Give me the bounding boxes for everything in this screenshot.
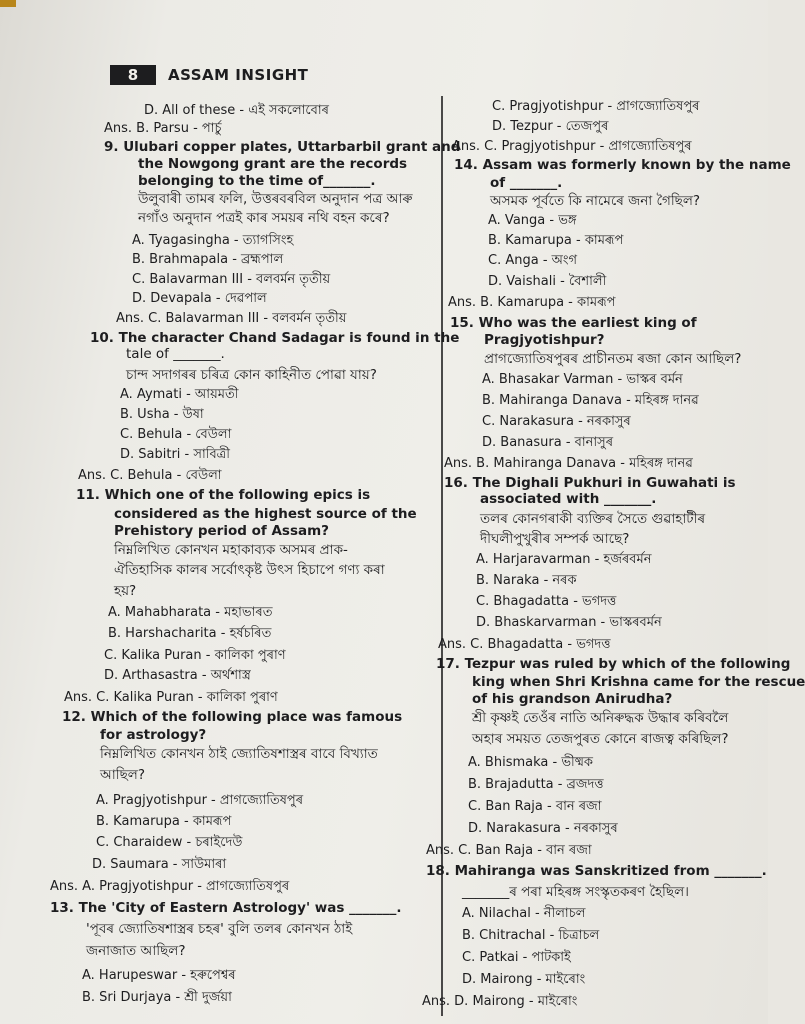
text-line: A. Harjaravarman - হৰ্জৰবৰ্মন [476, 552, 652, 567]
text-line: B. Chitrachal - চিত্ৰাচল [462, 928, 600, 943]
text-line: Pragjyotishpur? [484, 332, 605, 348]
text-line: 12. Which of the following place was famous [62, 709, 403, 725]
text-line: জনাজাত আছিল? [86, 943, 186, 959]
text-line: A. Tyagasingha - ত্যাগসিংহ [132, 233, 294, 248]
text-line: Ans. C. Kalika Puran - কালিকা পুৰাণ [64, 690, 278, 705]
text-line: C. Charaidew - চৰাইদেউ [96, 835, 243, 850]
text-line: Ans. D. Mairong - মাইৰোং [422, 994, 578, 1009]
text-line: A. Aymati - আয়মতী [120, 387, 239, 402]
text-line: A. Harupeswar - হৰুপেশ্বৰ [82, 968, 236, 983]
text-line: tale of _______. [126, 346, 225, 362]
text-line: of his grandson Anirudha? [472, 691, 673, 707]
text-line: Ans. C. Pragjyotishpur - প্ৰাগজ্যোতিষপুৰ [452, 139, 692, 154]
text-line: D. Saumara - সাউমাৰা [92, 857, 227, 872]
text-line: Ans. B. Kamarupa - কামৰূপ [448, 295, 616, 310]
corner-mark [0, 0, 16, 7]
text-line: 18. Mahiranga was Sanskritized from _______. [426, 863, 767, 879]
text-line: হয়? [114, 583, 137, 599]
text-line: B. Sri Durjaya - শ্ৰী দুৰ্জয়া [82, 990, 232, 1005]
text-line: B. Mahiranga Danava - মহিৰঙ্গ দানৱ [482, 393, 699, 408]
text-line: for astrology? [100, 727, 207, 743]
magazine-title: ASSAM INSIGHT [168, 66, 309, 84]
text-line: C. Bhagadatta - ভগদত্ত [476, 594, 617, 609]
text-line: 13. The 'City of Eastern Astrology' was _______. [50, 900, 402, 916]
text-line: D. All of these - এই সকলোবোৰ [144, 103, 329, 118]
text-line: C. Patkai - পাটকাই [462, 950, 571, 965]
text-line: belonging to the time of_______. [138, 173, 376, 189]
text-line: D. Banasura - বানাসুৰ [482, 435, 614, 450]
text-line: the Nowgong grant are the records [138, 156, 408, 172]
text-line: উলুবাৰী তামৰ ফলি, উত্তৰবৰবিল অনুদান পত্ৰ আৰু [138, 191, 413, 207]
text-line: A. Nilachal - নীলাচল [462, 906, 586, 921]
text-line: A. Mahabharata - মহাভাৰত [108, 605, 273, 620]
text-line: তলৰ কোনগৰাকী ব্যক্তিৰ সৈতে গুৱাহাটীৰ [480, 511, 706, 527]
text-line: আছিল? [100, 767, 146, 783]
text-line: D. Tezpur - তেজপুৰ [492, 119, 609, 134]
text-line: D. Devapala - দেৱপাল [132, 291, 267, 306]
text-line: 11. Which one of the following epics is [76, 487, 371, 503]
text-line: C. Behula - বেউলা [120, 427, 232, 442]
text-line: considered as the highest source of the [114, 506, 417, 522]
text-line: নিম্নলিখিত কোনখন ঠাই জ্যোতিষশাস্ত্ৰৰ বাবে বিখ্যাত [100, 746, 378, 762]
text-line: C. Anga - অংগ [488, 253, 578, 268]
text-line: Prehistory period of Assam? [114, 523, 329, 539]
text-line: শ্ৰী কৃষ্ণই তেওঁৰ নাতি অনিৰুদ্ধক উদ্ধাৰ কৰিবলৈ [472, 710, 729, 726]
text-line: D. Vaishali - বৈশালী [488, 274, 607, 289]
text-line: of _______. [490, 175, 563, 191]
text-line: 17. Tezpur was ruled by which of the following [436, 656, 791, 672]
text-line: 'পূবৰ জ্যোতিষশাস্ত্ৰৰ চহৰ' বুলি তলৰ কোনখন ঠাই [86, 921, 353, 937]
text-line: B. Harshacharita - হৰ্ষচৰিত [108, 626, 272, 641]
text-line: 10. The character Chand Sadagar is found in the [90, 330, 460, 346]
text-line: নগাঁও অনুদান পত্ৰই কাৰ সময়ৰ নথি বহন কৰে? [138, 210, 390, 226]
text-line: চান্দ সদাগৰৰ চৰিত্ৰ কোন কাহিনীত পোৱা যায়? [126, 367, 377, 383]
text-line: C. Ban Raja - বান ৰজা [468, 799, 602, 814]
text-line: ঐতিহাসিক কালৰ সৰ্বোৎকৃষ্ট উৎস হিচাপে গণ্য কৰা [114, 562, 385, 578]
text-line: 14. Assam was formerly known by the name [454, 157, 791, 173]
text-line: 9. Ulubari copper plates, Uttarbarbil grant and [104, 139, 461, 155]
text-line: Ans. C. Behula - বেউলা [78, 468, 222, 483]
text-line: Ans. B. Mahiranga Danava - মহিৰঙ্গ দানৱ [444, 456, 693, 471]
text-line: 16. The Dighali Pukhuri in Guwahati is [444, 475, 736, 491]
text-line: 15. Who was the earliest king of [450, 315, 697, 331]
text-line: C. Pragjyotishpur - প্ৰাগজ্যোতিষপুৰ [492, 99, 700, 114]
text-line: C. Kalika Puran - কালিকা পুৰাণ [104, 648, 286, 663]
text-line: অসমক পূৰ্বতে কি নামেৰে জনা গৈছিল? [490, 193, 701, 209]
text-line: C. Narakasura - নৰকাসুৰ [482, 414, 631, 429]
text-line: Ans. A. Pragjyotishpur - প্ৰাগজ্যোতিষপুৰ [50, 879, 290, 894]
text-line: D. Sabitri - সাবিত্ৰী [120, 447, 230, 462]
text-line: A. Bhismaka - ভীষ্মক [468, 755, 594, 770]
text-line: D. Bhaskarvarman - ভাস্কৰবৰ্মন [476, 615, 662, 630]
text-line: _______ৰ পৰা মহিৰঙ্গ সংস্কৃতকৰণ হৈছিল। [462, 884, 689, 900]
text-line: Ans. C. Bhagadatta - ভগদত্ত [438, 637, 611, 652]
text-line: associated with _______. [480, 491, 657, 507]
page-header [110, 64, 308, 86]
text-line: B. Brajadutta - ব্ৰজদত্ত [468, 777, 604, 792]
text-line: B. Kamarupa - কামৰূপ [96, 814, 232, 829]
text-line: Ans. C. Balavarman III - বলবৰ্মন তৃতীয় [116, 311, 347, 326]
text-line: B. Usha - উষা [120, 407, 204, 422]
text-line: king when Shri Krishna came for the rescue [472, 674, 805, 690]
text-line: B. Kamarupa - কামৰূপ [488, 233, 624, 248]
text-line: নিম্নলিখিত কোনখন মহাকাব্যক অসমৰ প্ৰাক- [114, 542, 348, 558]
text-line: প্ৰাগজ্যোতিষপুৰৰ প্ৰাচীনতম ৰজা কোন আছিল? [484, 351, 742, 367]
text-line: C. Balavarman III - বলবৰ্মন তৃতীয় [132, 272, 331, 287]
text-line: B. Brahmapala - ব্ৰহ্মপাল [132, 252, 284, 267]
text-line: B. Naraka - নৰক [476, 573, 577, 588]
text-line: Ans. C. Ban Raja - বান ৰজা [426, 843, 592, 858]
text-line: D. Narakasura - নৰকাসুৰ [468, 821, 618, 836]
text-line: অহাৰ সময়ত তেজপুৰত কোনে ৰাজত্ব কৰিছিল? [472, 731, 729, 747]
text-line: A. Vanga - ভঙ্গ [488, 213, 577, 228]
page-number: 8 [110, 65, 156, 85]
text-line: A. Pragjyotishpur - প্ৰাগজ্যোতিষপুৰ [96, 793, 304, 808]
text-line: দীঘলীপুখুৰীৰ সম্পৰ্ক আছে? [480, 531, 630, 547]
text-line: D. Mairong - মাইৰোং [462, 972, 586, 987]
text-line: Ans. B. Parsu - পাৰ্চু [104, 121, 222, 136]
text-line: D. Arthasastra - অৰ্থশাস্ত্ৰ [104, 668, 251, 683]
text-line: A. Bhasakar Varman - ভাস্কৰ বৰ্মন [482, 372, 683, 387]
